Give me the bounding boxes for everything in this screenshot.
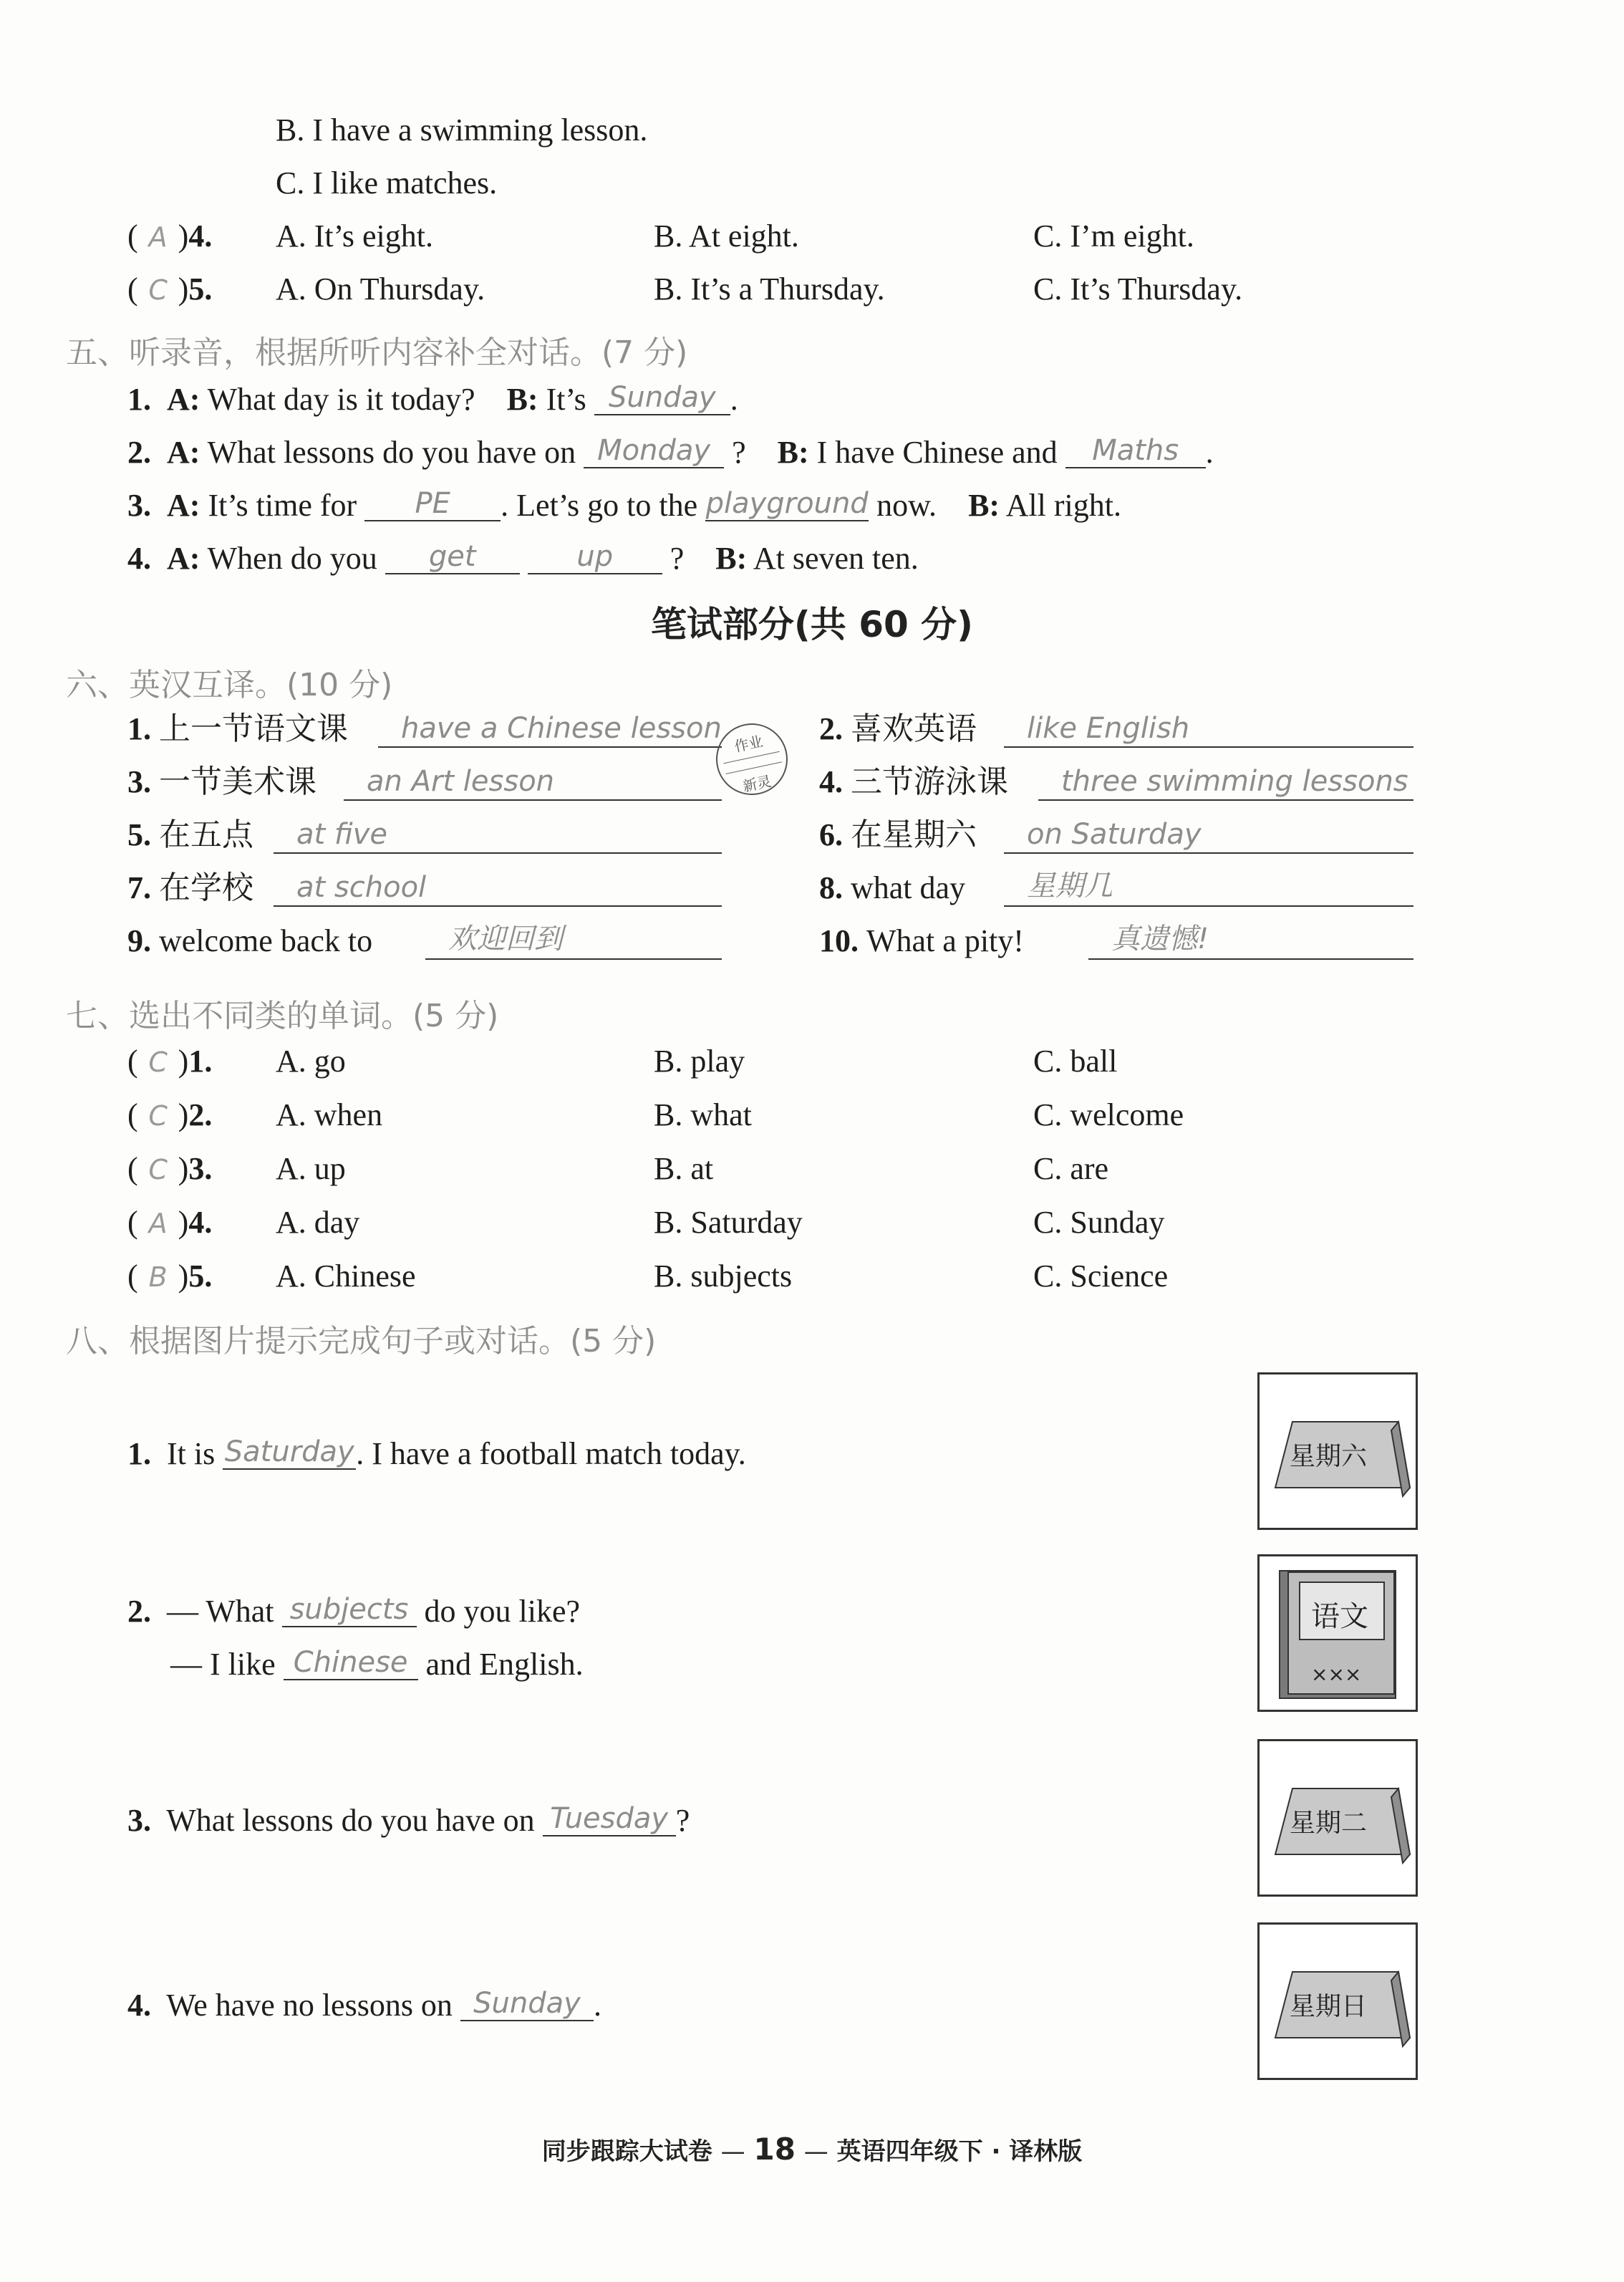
translation-item: 2. 喜欢英语 [819,711,977,746]
section-6-heading: 六、英汉互译。(10 分) [66,667,393,703]
answer-blank: Saturday [223,1434,356,1470]
section-7-heading: 七、选出不同类的单词。(5 分) [66,998,499,1034]
translation-item: 4. 三节游泳课 [819,764,1008,799]
picture-question-2: 2. — What subjects do you like? [127,1593,581,1629]
option-a: A. up [276,1151,346,1186]
dialog-question-4: 4. A: When do you get up ? B: At seven ten. [127,540,919,576]
answer-blank: subjects [282,1592,417,1627]
option-b: B. subjects [654,1258,793,1294]
translation-item: 10. What a pity! [819,923,1024,958]
option-c: C. Sunday [1033,1205,1165,1240]
book-title: 语文 [1311,1600,1368,1633]
translation-item: 3. 一节美术课 [127,764,316,799]
option-a: A. Chinese [276,1258,416,1294]
option-c: C. Science [1033,1258,1169,1294]
answer-blank: get [385,539,520,574]
answer-blank: Tuesday [543,1801,676,1836]
option-a: A. when [276,1097,383,1132]
answer-line: have a Chinese lesson [378,709,722,748]
mc-question-4: ( A )4. [127,218,213,254]
odd-question: ( C )2. [127,1097,213,1132]
answer-line: an Art lesson [344,762,722,801]
answer-blank: Chinese [284,1645,418,1680]
dialog-question-3: 3. A: It’s time for PE . Let’s go to the playground now. B: All right. [127,487,1121,523]
section-8-heading: 八、根据图片提示完成句子或对话。(5 分) [66,1323,657,1359]
grading-stamp: 作业 新灵 [710,717,795,802]
option-a: A. It’s eight. [276,218,433,254]
footer-series: 同步跟踪大试卷 [541,2137,712,2166]
picture-question-4: 4. We have no lessons on Sunday . [127,1987,601,2023]
answer-line: three swimming lessons [1038,762,1413,801]
option-c: C. I like matches. [276,165,498,201]
answer-line: 星期几 [1004,868,1413,907]
answer-line: like English [1004,709,1413,748]
translation-item: 8. what day [819,870,966,905]
option-b: B. what [654,1097,752,1132]
translation-item: 9. welcome back to [127,923,373,958]
answer-line: at five [274,815,722,854]
answer-blank: Sunday [594,380,730,415]
answer-line: at school [274,868,722,907]
translation-item: 1. 上一节语文课 [127,711,348,746]
option-b: B. I have a swimming lesson. [276,112,648,148]
page-footer: 同步跟踪大试卷 — 18 — 英语四年级下 · 译林版 [541,2132,1083,2167]
option-a: A. On Thursday. [276,271,485,307]
section-5-heading: 五、听录音，根据所听内容补全对话。(7 分) [66,334,688,371]
page-number: 18 [753,2132,796,2167]
odd-question: ( A )4. [127,1205,213,1240]
option-c: C. ball [1033,1044,1118,1079]
picture-card [1257,1739,1418,1897]
dialog-question-2: 2. A: What lessons do you have on Monday ? B: I have Chinese and Maths . [127,434,1214,470]
picture-question-3: 3. What lessons do you have on Tuesday ? [127,1802,690,1838]
calendar-label: 星期二 [1290,1809,1368,1838]
option-b: B. At eight. [654,218,799,254]
option-c: C. I’m eight. [1033,218,1194,254]
footer-edition: 英语四年级下 · 译林版 [836,2137,1083,2166]
picture-question-1: 1. It is Saturday. I have a football match today. [127,1435,746,1471]
answer-blank: PE [364,486,501,521]
translation-item: 7. 在学校 [127,870,253,905]
odd-question: ( B )5. [127,1258,213,1294]
answer-blank: Maths [1065,433,1206,468]
answer-line: 真遗憾! [1088,921,1413,960]
option-a: A. day [276,1205,360,1240]
option-a: A. go [276,1044,346,1079]
translation-item: 6. 在星期六 [819,817,977,852]
answer-line: 欢迎回到 [425,921,722,960]
option-b: B. It’s a Thursday. [654,271,885,307]
answer-blank: playground [705,487,869,520]
answer-blank: Monday [584,433,724,468]
written-part-title: 笔试部分(共 60 分) [650,604,974,645]
picture-card [1257,1372,1418,1530]
answer-line: on Saturday [1004,815,1413,854]
translation-item: 5. 在五点 [127,817,253,852]
option-c: C. welcome [1033,1097,1184,1132]
odd-question: ( C )3. [127,1151,213,1186]
option-c: C. It’s Thursday. [1033,271,1243,307]
odd-question: ( C )1. [127,1044,213,1079]
picture-card [1257,1554,1418,1712]
answer: C [148,274,168,306]
answer-blank: up [528,539,662,574]
option-b: B. at [654,1151,714,1186]
picture-card [1257,1922,1418,2080]
book-author: ××× [1311,1662,1362,1686]
option-b: B. play [654,1044,745,1079]
option-b: B. Saturday [654,1205,803,1240]
answer: A [148,221,168,253]
option-c: C. are [1033,1151,1109,1186]
mc-question-5: ( C )5. [127,271,213,307]
calendar-label: 星期六 [1290,1442,1368,1471]
calendar-label: 星期日 [1290,1992,1368,2021]
picture-question-2-reply: — I like Chinese and English. [170,1646,584,1682]
answer-blank: Sunday [460,1985,594,2021]
dialog-question-1: 1. A: What day is it today? B: It’s Sunday . [127,381,738,417]
